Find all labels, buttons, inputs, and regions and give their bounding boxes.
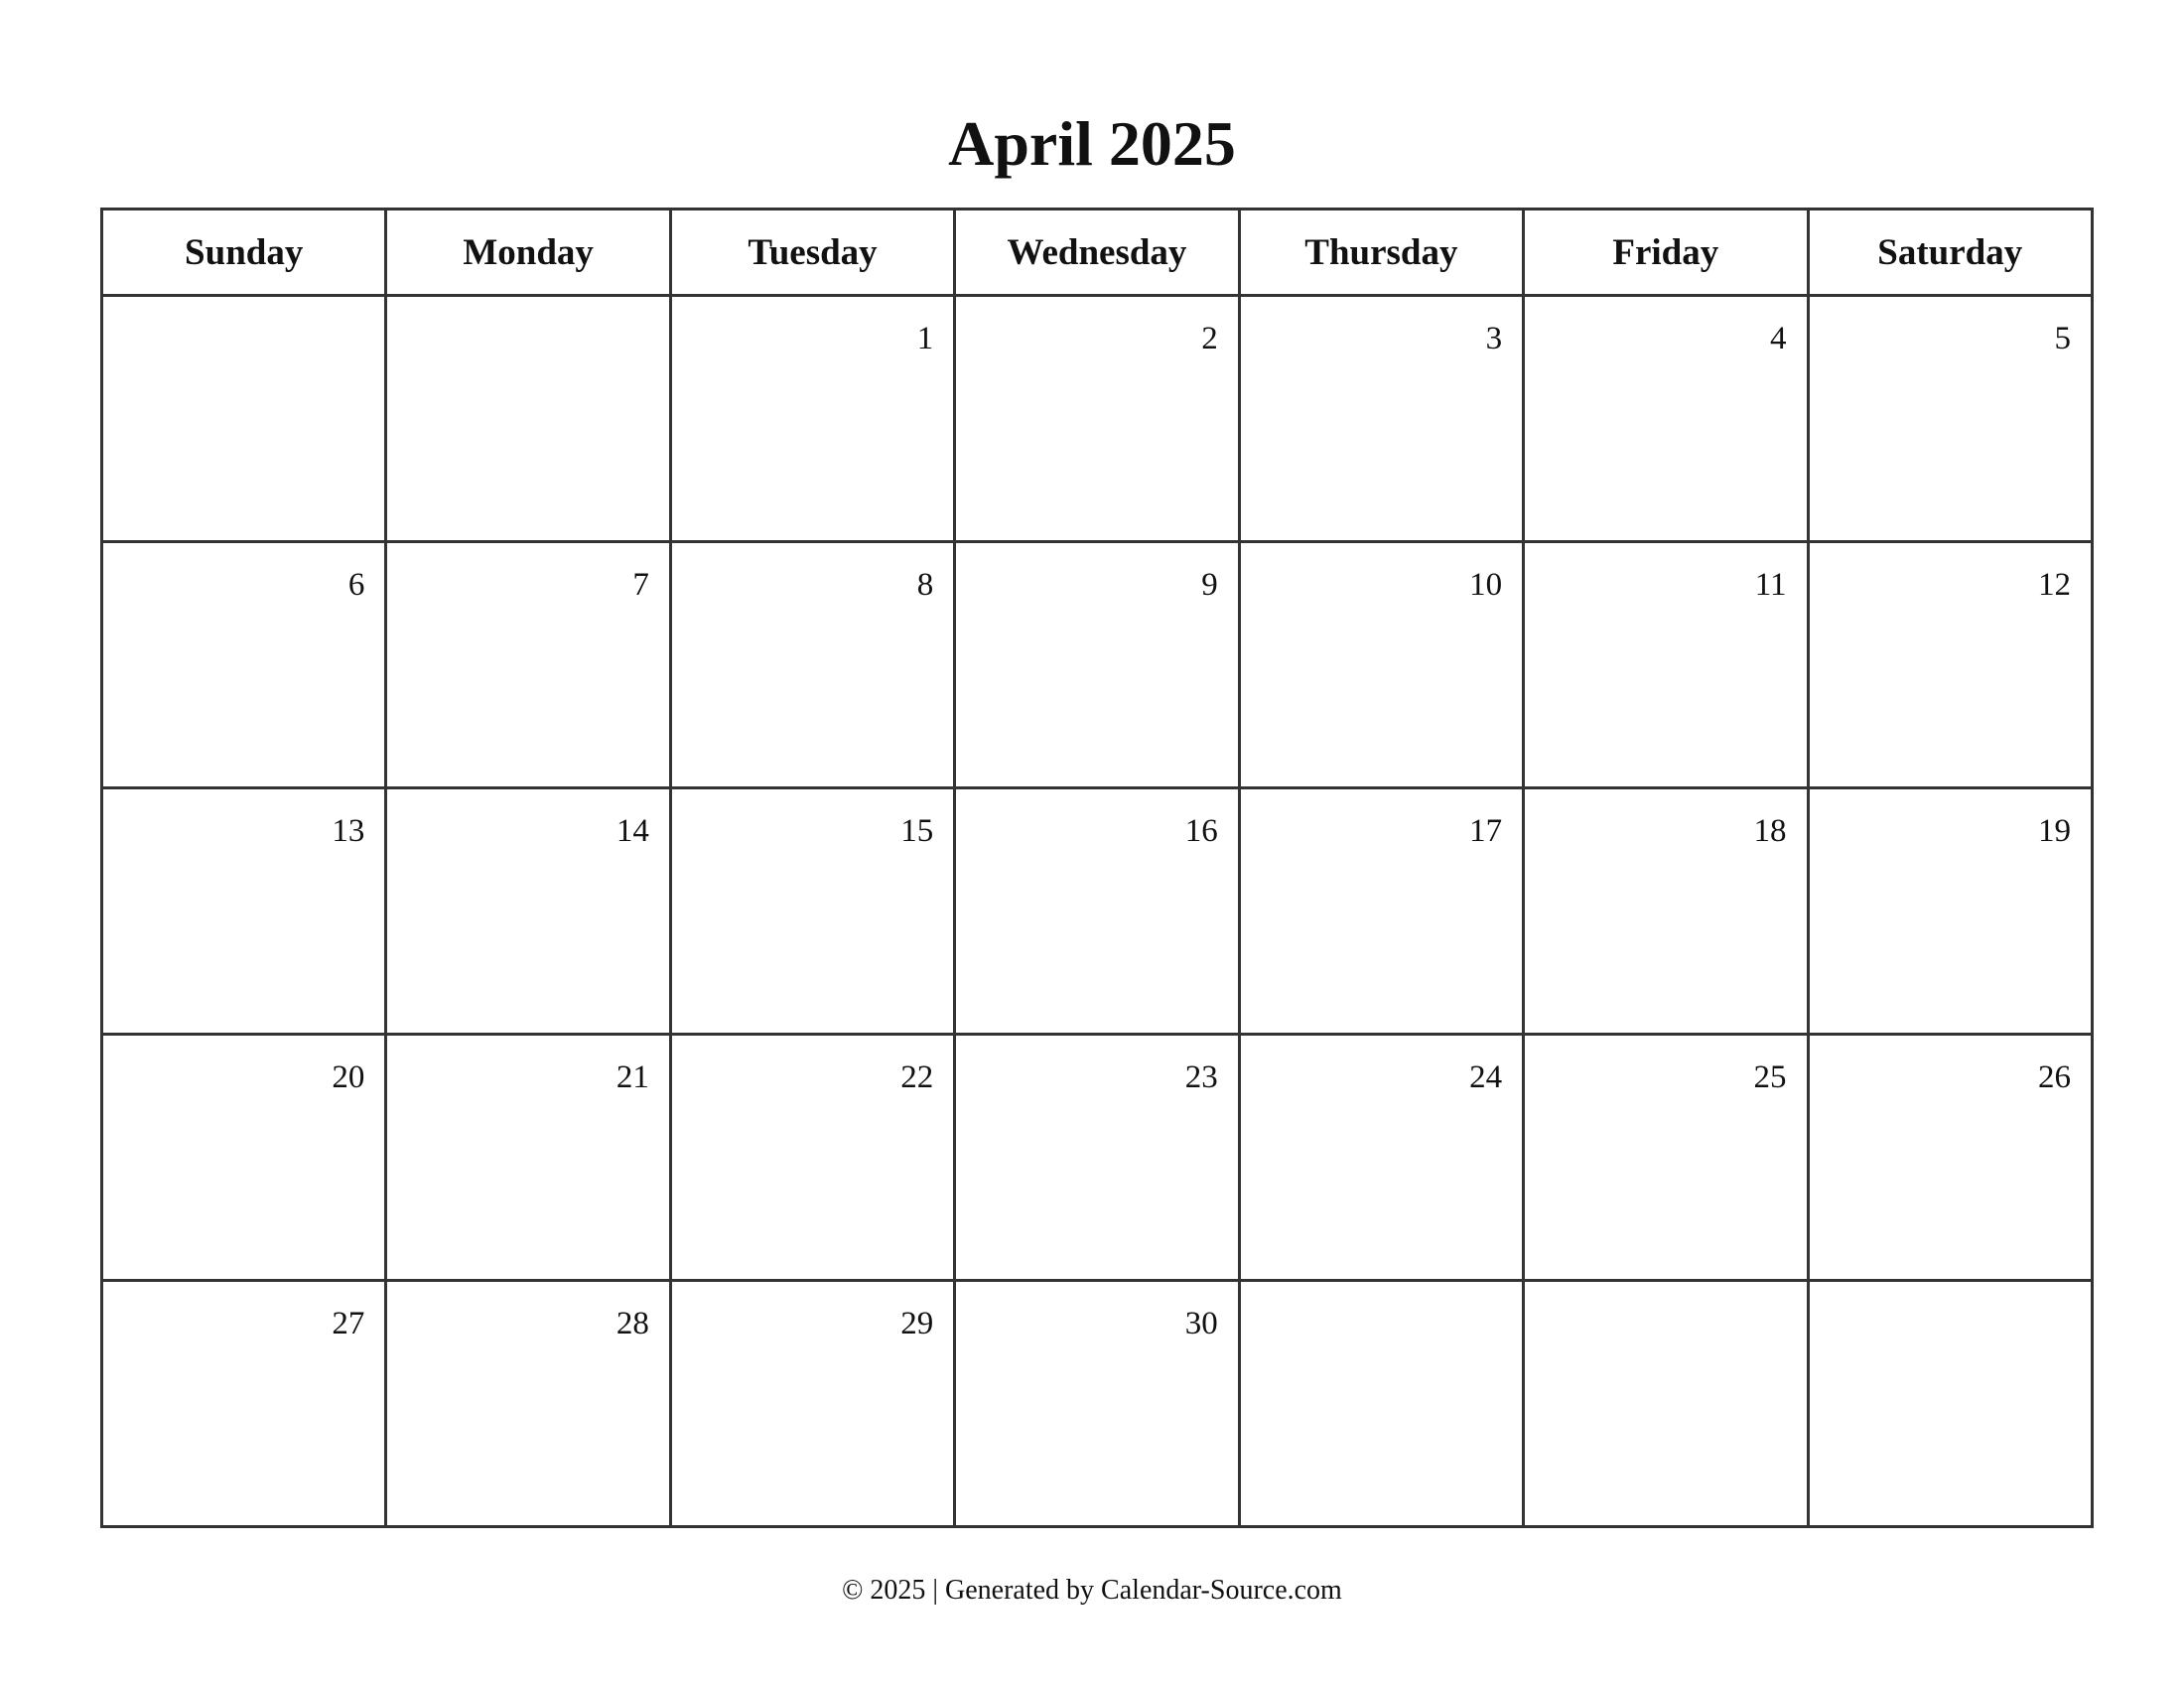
weekday-header: Monday <box>386 210 670 296</box>
day-number <box>1241 1282 1522 1304</box>
day-cell <box>955 788 1239 1035</box>
day-cell <box>386 542 670 788</box>
day-number: 3 <box>1485 321 1503 356</box>
day-number: 9 <box>1201 567 1218 603</box>
day-number: 20 <box>332 1059 365 1095</box>
day-number: 30 <box>1184 1306 1218 1341</box>
day-cell <box>1524 542 1808 788</box>
day-number: 14 <box>615 813 649 849</box>
day-number: 1 <box>916 321 934 356</box>
day-number: 10 <box>1469 567 1503 603</box>
week-row <box>102 542 2093 788</box>
day-number: 8 <box>916 567 934 603</box>
weekday-header-row <box>102 210 2093 296</box>
day-number: 21 <box>615 1059 649 1095</box>
day-cell <box>670 542 954 788</box>
day-cell <box>955 296 1239 542</box>
day-cell <box>1808 1035 2092 1281</box>
day-number: 15 <box>900 813 934 849</box>
day-cell <box>1808 542 2092 788</box>
day-number: 7 <box>632 567 649 603</box>
weekday-header: Sunday <box>102 210 386 296</box>
day-cell <box>670 1281 954 1527</box>
week-row <box>102 788 2093 1035</box>
day-cell <box>1239 1035 1523 1281</box>
day-number <box>103 297 384 319</box>
calendar-title: April 2025 <box>948 108 1236 179</box>
day-cell <box>955 1281 1239 1527</box>
day-cell <box>386 788 670 1035</box>
day-cell <box>102 788 386 1035</box>
day-cell <box>1524 296 1808 542</box>
day-cell <box>1239 296 1523 542</box>
day-cell <box>670 1035 954 1281</box>
weekday-header: Tuesday <box>670 210 954 296</box>
weekday-header: Saturday <box>1808 210 2092 296</box>
day-number: 25 <box>1753 1059 1787 1095</box>
week-row <box>102 1035 2093 1281</box>
day-cell <box>670 788 954 1035</box>
day-cell <box>1524 1035 1808 1281</box>
day-number: 24 <box>1469 1059 1503 1095</box>
weekday-header: Thursday <box>1239 210 1523 296</box>
calendar-grid <box>100 208 2094 1528</box>
day-number: 5 <box>2054 321 2071 356</box>
day-number: 6 <box>347 567 365 603</box>
day-cell <box>1524 1281 1808 1527</box>
day-number: 13 <box>332 813 365 849</box>
day-number: 4 <box>1770 321 1787 356</box>
day-cell <box>102 542 386 788</box>
week-row <box>102 296 2093 542</box>
day-cell <box>1239 542 1523 788</box>
day-cell <box>386 1281 670 1527</box>
day-number: 11 <box>1754 567 1787 603</box>
day-number: 28 <box>615 1306 649 1341</box>
day-cell <box>102 1035 386 1281</box>
day-cell <box>1239 788 1523 1035</box>
day-cell <box>102 1281 386 1527</box>
day-number <box>1525 1282 1806 1304</box>
weekday-header: Wednesday <box>955 210 1239 296</box>
day-cell <box>1808 788 2092 1035</box>
day-number: 19 <box>2038 813 2071 849</box>
day-cell <box>1239 1281 1523 1527</box>
day-cell <box>386 1035 670 1281</box>
day-cell <box>1808 1281 2092 1527</box>
day-cell <box>955 1035 1239 1281</box>
day-number: 27 <box>332 1306 365 1341</box>
day-cell <box>955 542 1239 788</box>
day-cell <box>670 296 954 542</box>
day-cell <box>1808 296 2092 542</box>
day-cell <box>102 296 386 542</box>
day-number: 16 <box>1184 813 1218 849</box>
weekday-header: Friday <box>1524 210 1808 296</box>
week-row <box>102 1281 2093 1527</box>
day-number <box>1810 1282 2091 1304</box>
day-number <box>387 297 668 319</box>
day-cell <box>1524 788 1808 1035</box>
day-number: 22 <box>900 1059 934 1095</box>
day-number: 2 <box>1201 321 1218 356</box>
day-number: 17 <box>1469 813 1503 849</box>
day-cell <box>386 296 670 542</box>
day-number: 23 <box>1184 1059 1218 1095</box>
day-number: 18 <box>1753 813 1787 849</box>
day-number: 29 <box>900 1306 934 1341</box>
footer-credit: © 2025 | Generated by Calendar-Source.com <box>842 1575 1342 1606</box>
day-number: 12 <box>2038 567 2071 603</box>
day-number: 26 <box>2038 1059 2071 1095</box>
